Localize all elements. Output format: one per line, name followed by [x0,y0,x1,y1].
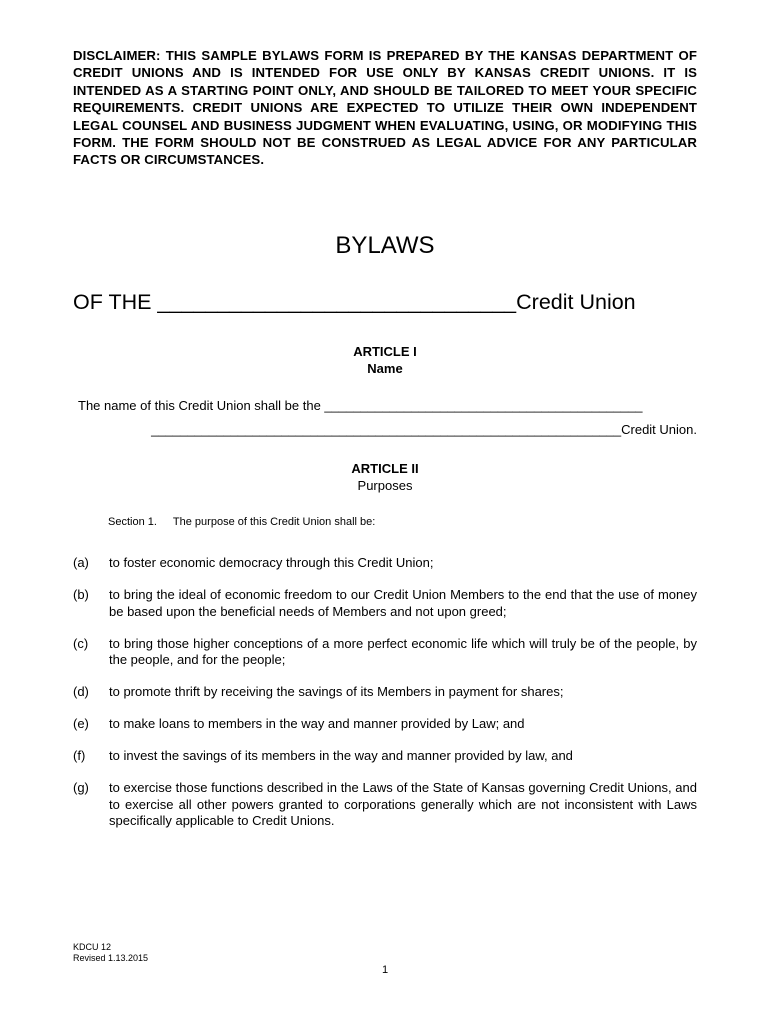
article-1-number: ARTICLE I [353,344,417,359]
article-2-title: Purposes [357,478,413,493]
list-item-label: (c) [73,635,89,651]
section-1-label: Section 1. [108,516,157,528]
article-1-name-line-2: _________________________________________________________________Credit Union. [151,422,697,437]
article-1-name-line-1: The name of this Credit Union shall be the ____________________________________________ [78,398,643,413]
article-1-heading [0,343,770,377]
list-item-text: to make loans to members in the way and manner provided by Law; and [109,716,525,731]
list-item [73,748,697,765]
list-item [73,555,697,572]
list-item-text: to bring those higher conceptions of a more perfect economic life which will truly be of the people, by the people, and for the people; [109,635,697,667]
purpose-list [73,555,697,845]
list-item [73,716,697,733]
section-1-text: The purpose of this Credit Union shall be: [172,516,376,528]
list-item-label: (f) [73,748,86,763]
list-item [73,684,697,701]
document-subtitle: OF THE ______________________________Credit Union [73,290,636,314]
list-item [73,636,697,669]
list-item-text: to bring the ideal of economic freedom to our Credit Union Members to the end that the use of money be based upon the beneficial needs of Members and not upon greed; [109,587,697,619]
article-2-heading [0,460,770,494]
document-title: BYLAWS [335,232,435,259]
list-item [73,587,697,620]
form-id: KDCU 12 [73,942,112,952]
list-item-text: to promote thrift by receiving the savings of its Members in payment for shares; [109,684,564,699]
list-item-label: (e) [73,716,89,731]
list-item-label: (d) [73,684,89,699]
article-1-title: Name [367,361,403,376]
list-item-text: to invest the savings of its members in the way and manner provided by law, and [109,748,573,763]
list-item-label: (a) [73,555,89,570]
page-number: 1 [381,964,389,976]
list-item-label: (g) [73,780,89,795]
list-item-label: (b) [73,587,89,602]
footer [73,942,148,963]
list-item-text: to exercise those functions described in the Laws of the State of Kansas governing Credit Unions, and to exercise all other powers granted to corporations generally which are not inconsistent with Laws specifically applicable to Credit Unions. [109,780,697,828]
article-2-number: ARTICLE II [351,461,419,476]
section-1 [108,516,375,528]
list-item [73,780,697,830]
disclaimer: DISCLAIMER: THIS SAMPLE BYLAWS FORM IS PREPARED BY THE KANSAS DEPARTMENT OF CREDIT UNIONS AND IS INTENDED FOR USE ONLY BY KANSAS CREDIT UNIONS. IT IS INTENDED AS A STARTING POINT ONLY, AND SHOULD BE TAILORED TO MEET YOUR SPECIFIC REQUIREMENTS. CREDIT UNIONS ARE EXPECTED TO UTILIZE THEIR OWN INDEPENDENT LEGAL COUNSEL AND BUSINESS JUDGMENT WHEN EVALUATING, USING, OR MODIFYING THIS FORM. THE FORM SHOULD NOT BE CONSTRUED AS LEGAL ADVICE FOR ANY PARTICULAR FACTS OR CIRCUMSTANCES. [73,48,697,168]
revision-date: Revised 1.13.2015 [73,952,149,963]
list-item-text: to foster economic democracy through this Credit Union; [109,555,434,570]
